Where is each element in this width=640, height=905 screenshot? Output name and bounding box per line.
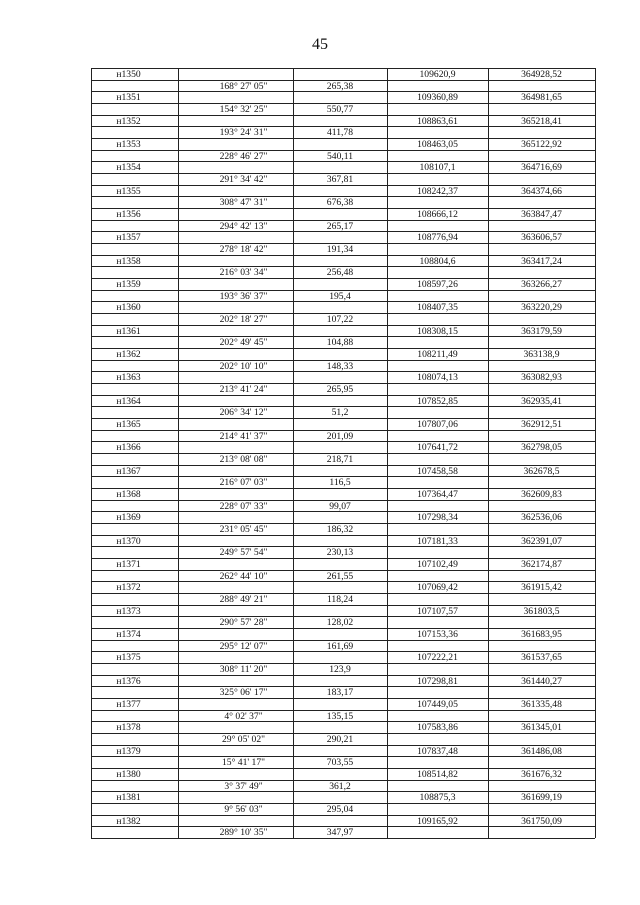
coordinate-y: 363138,9	[523, 348, 560, 360]
direction-angle: 216° 07' 03"	[219, 477, 268, 489]
coordinate-x: 108074,13	[417, 372, 458, 384]
coordinate-x: 108804,6	[419, 255, 456, 267]
segment-length: 261,55	[326, 570, 354, 582]
coordinate-x: 108514,82	[417, 768, 458, 780]
point-id: н1378	[116, 722, 141, 734]
point-id: н1372	[116, 582, 141, 594]
point-id: н1374	[116, 628, 141, 640]
coordinate-y: 362609,83	[521, 488, 562, 500]
coordinate-y: 363179,59	[521, 325, 562, 337]
page-number: 45	[312, 36, 328, 53]
table-column-line	[595, 68, 596, 838]
direction-angle: 291° 34' 42"	[219, 173, 268, 185]
direction-angle: 168° 27' 05"	[219, 80, 268, 92]
coordinate-x: 108211,49	[417, 348, 458, 360]
segment-length: 218,71	[326, 453, 354, 465]
coordinate-x: 107181,33	[417, 535, 458, 547]
coordinate-y: 361803,5	[523, 605, 560, 617]
direction-angle: 202° 10' 10"	[219, 360, 268, 372]
coordinate-x: 108407,35	[417, 302, 458, 314]
coordinate-y: 364981,65	[521, 92, 562, 104]
segment-length: 123,9	[329, 663, 351, 675]
coordinate-x: 109165,92	[417, 815, 458, 827]
coordinate-x: 108863,61	[417, 115, 458, 127]
coordinate-y: 363220,29	[521, 302, 562, 314]
point-id: н1369	[116, 512, 141, 524]
segment-length: 703,55	[326, 757, 354, 769]
point-id: н1382	[116, 815, 141, 827]
point-id: н1356	[116, 208, 141, 220]
coordinate-y: 362935,41	[521, 395, 562, 407]
table-row-line	[91, 605, 595, 606]
point-id: н1352	[116, 115, 141, 127]
table-row-line	[91, 745, 595, 746]
segment-length: 265,95	[326, 383, 354, 395]
segment-length: 265,17	[326, 220, 354, 232]
coordinate-x: 108107,1	[419, 162, 456, 174]
direction-angle: 214° 41' 37"	[219, 430, 268, 442]
point-id: н1358	[116, 255, 141, 267]
point-id: н1351	[116, 92, 141, 104]
direction-angle: 213° 41' 24"	[219, 383, 268, 395]
segment-length: 411,78	[326, 127, 354, 139]
direction-angle: 193° 24' 31"	[219, 127, 268, 139]
point-id: н1377	[116, 698, 141, 710]
coordinate-x: 107641,72	[417, 442, 458, 454]
direction-angle: 3° 37' 49"	[224, 780, 263, 792]
segment-length: 195,4	[329, 290, 351, 302]
direction-angle: 288° 49' 21"	[219, 593, 268, 605]
segment-length: 295,04	[326, 803, 354, 815]
point-id: н1375	[116, 652, 141, 664]
coordinate-y: 362536,06	[521, 512, 562, 524]
coordinate-x: 107298,81	[417, 675, 458, 687]
coordinate-y: 361676,32	[521, 768, 562, 780]
point-id: н1353	[116, 138, 141, 150]
segment-length: 161,69	[326, 640, 354, 652]
table-row-line	[91, 395, 595, 396]
coordinate-x: 108666,12	[417, 208, 458, 220]
coordinate-y: 361440,27	[521, 675, 562, 687]
coordinate-y: 362391,07	[521, 535, 562, 547]
direction-angle: 9° 56' 03"	[224, 803, 263, 815]
segment-length: 290,21	[326, 733, 354, 745]
segment-length: 201,09	[326, 430, 354, 442]
point-id: н1371	[116, 558, 141, 570]
coordinate-x: 107102,49	[417, 558, 458, 570]
point-id: н1370	[116, 535, 141, 547]
direction-angle: 213° 08' 08"	[219, 453, 268, 465]
segment-length: 347,97	[326, 827, 354, 839]
direction-angle: 202° 18' 27"	[219, 313, 268, 325]
coordinate-y: 361537,65	[521, 652, 562, 664]
segment-length: 107,22	[326, 313, 354, 325]
segment-length: 367,81	[326, 173, 354, 185]
coordinate-y: 363606,57	[521, 232, 562, 244]
coordinate-x: 108242,37	[417, 185, 458, 197]
coordinate-y: 362174,87	[521, 558, 562, 570]
point-id: н1359	[116, 278, 141, 290]
direction-angle: 154° 32' 25"	[219, 103, 268, 115]
coordinate-x: 109360,89	[417, 92, 458, 104]
segment-length: 183,17	[326, 687, 354, 699]
point-id: н1373	[116, 605, 141, 617]
segment-length: 148,33	[326, 360, 354, 372]
table-row-line	[91, 675, 595, 676]
direction-angle: 193° 36' 37"	[219, 290, 268, 302]
coordinate-y: 363082,93	[521, 372, 562, 384]
point-id: н1367	[116, 465, 141, 477]
segment-length: 265,38	[326, 80, 354, 92]
coordinate-x: 107153,36	[417, 628, 458, 640]
table-row-line	[91, 255, 595, 256]
coordinate-y: 361486,08	[521, 745, 562, 757]
coordinate-y: 361750,09	[521, 815, 562, 827]
segment-length: 51,2	[331, 407, 349, 419]
coordinate-y: 365218,41	[521, 115, 562, 127]
coordinate-x: 108597,26	[417, 278, 458, 290]
coordinate-y: 363847,47	[521, 208, 562, 220]
direction-angle: 216° 03' 34"	[219, 267, 268, 279]
point-id: н1363	[116, 372, 141, 384]
coordinate-x: 108776,94	[417, 232, 458, 244]
coordinate-y: 361335,48	[521, 698, 562, 710]
point-id: н1379	[116, 745, 141, 757]
table-row-line	[91, 185, 595, 186]
coordinate-y: 362798,05	[521, 442, 562, 454]
coordinate-x: 107583,86	[417, 722, 458, 734]
coordinate-y: 361683,95	[521, 628, 562, 640]
coordinate-y: 364928,52	[521, 68, 562, 80]
point-id: н1355	[116, 185, 141, 197]
direction-angle: 206° 34' 12"	[219, 407, 268, 419]
segment-length: 676,38	[326, 197, 354, 209]
point-id: н1376	[116, 675, 141, 687]
coordinate-x: 107364,47	[417, 488, 458, 500]
segment-length: 550,77	[326, 103, 354, 115]
direction-angle: 29° 05' 02"	[221, 733, 266, 745]
coordinate-y: 363266,27	[521, 278, 562, 290]
point-id: н1366	[116, 442, 141, 454]
table-row-line	[91, 115, 595, 116]
direction-angle: 202° 49' 45"	[219, 337, 268, 349]
coordinate-x: 108875,3	[419, 792, 456, 804]
point-id: н1362	[116, 348, 141, 360]
direction-angle: 325° 06' 17"	[219, 687, 268, 699]
direction-angle: 231° 05' 45"	[219, 523, 268, 535]
direction-angle: 228° 46' 27"	[219, 150, 268, 162]
point-id: н1365	[116, 418, 141, 430]
direction-angle: 228° 07' 33"	[219, 500, 268, 512]
point-id: н1354	[116, 162, 141, 174]
point-id: н1381	[116, 792, 141, 804]
direction-angle: 290° 57' 28"	[219, 617, 268, 629]
segment-length: 230,13	[326, 547, 354, 559]
direction-angle: 262° 44' 10"	[219, 570, 268, 582]
segment-length: 186,32	[326, 523, 354, 535]
table-row-line	[91, 535, 595, 536]
direction-angle: 289° 10' 35"	[219, 827, 268, 839]
point-id: н1361	[116, 325, 141, 337]
coordinate-x: 107852,85	[417, 395, 458, 407]
direction-angle: 308° 11' 20"	[219, 663, 268, 675]
coordinate-x: 107298,34	[417, 512, 458, 524]
table-row-line	[91, 68, 595, 69]
coordinate-y: 364716,69	[521, 162, 562, 174]
direction-angle: 308° 47' 31"	[219, 197, 268, 209]
coordinate-x: 107449,05	[417, 698, 458, 710]
segment-length: 135,15	[326, 710, 354, 722]
point-id: н1368	[116, 488, 141, 500]
segment-length: 128,02	[326, 617, 354, 629]
point-id: н1360	[116, 302, 141, 314]
segment-length: 540,11	[326, 150, 354, 162]
coordinate-y: 364374,66	[521, 185, 562, 197]
point-id: н1357	[116, 232, 141, 244]
segment-length: 118,24	[326, 593, 354, 605]
point-id: н1350	[116, 68, 141, 80]
direction-angle: 4° 02' 37"	[224, 710, 263, 722]
coordinate-x: 107807,06	[417, 418, 458, 430]
segment-length: 256,48	[326, 267, 354, 279]
coordinate-x: 107107,57	[417, 605, 458, 617]
point-id: н1364	[116, 395, 141, 407]
coordinate-y: 361699,19	[521, 792, 562, 804]
coordinate-y: 362912,51	[521, 418, 562, 430]
direction-angle: 278° 18' 42"	[219, 243, 268, 255]
segment-length: 191,34	[326, 243, 354, 255]
segment-length: 104,88	[326, 337, 354, 349]
coordinates-table	[91, 68, 595, 838]
coordinate-y: 361915,42	[521, 582, 562, 594]
segment-length: 99,07	[329, 500, 351, 512]
coordinate-y: 365122,92	[521, 138, 562, 150]
coordinate-x: 107837,48	[417, 745, 458, 757]
direction-angle: 294° 42' 13"	[219, 220, 268, 232]
coordinate-x: 109620,9	[419, 68, 456, 80]
coordinate-x: 107222,21	[417, 652, 458, 664]
coordinate-x: 108308,15	[417, 325, 458, 337]
direction-angle: 249° 57' 54"	[219, 547, 268, 559]
coordinate-x: 108463,05	[417, 138, 458, 150]
table-row-line	[91, 325, 595, 326]
coordinate-x: 107458,58	[417, 465, 458, 477]
coordinate-y: 362678,5	[523, 465, 560, 477]
coordinate-y: 361345,01	[521, 722, 562, 734]
segment-length: 361,2	[329, 780, 351, 792]
coordinate-x: 107069,42	[417, 582, 458, 594]
direction-angle: 15° 41' 17"	[221, 757, 266, 769]
table-row-line	[91, 815, 595, 816]
table-row-line	[91, 465, 595, 466]
segment-length: 116,5	[329, 477, 351, 489]
coordinate-y: 363417,24	[521, 255, 562, 267]
direction-angle: 295° 12' 07"	[219, 640, 268, 652]
point-id: н1380	[116, 768, 141, 780]
